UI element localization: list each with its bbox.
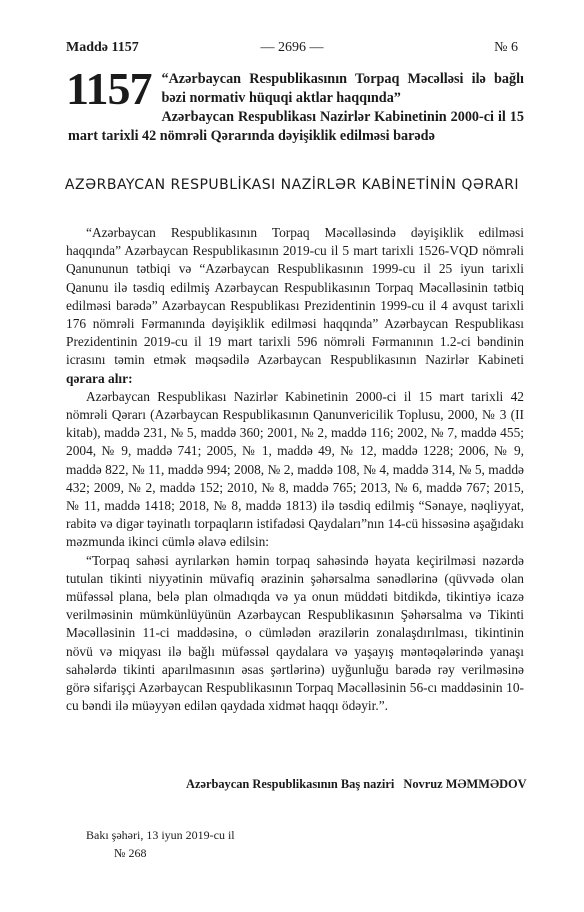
act-title-block bbox=[66, 63, 524, 146]
place-date: Bakı şəhəri, 13 iyun 2019-cu il bbox=[86, 828, 235, 842]
act-number: 1157 bbox=[66, 63, 152, 114]
inserted-sentence-paragraph: “Torpaq sahəsi ayrılarkən həmin torpaq sahəsində həyata keçirilməsi nəzərdə tutulan tikinti niyyətinin müvafiq ərazinin şəhərsalma sənədlərinə (qüvvədə olan müfəssəl plana, belə plan olmadıqda və ya onun müddəti bitdikdə, tikintiyə icazə verilməsinin mümkünlüyünün Azərbaycan Respublikasının Şəhərsalma və Tikinti Məcəlləsinin 11-ci maddəsinə, o cümlədən ərazilərin zonalaşdırılması, tikintinin növü və miqyası ilə bağlı müfəssəl qaydalara və yaşayış məntəqələrində yanaşı sahələrdə tikinti aparılmasının əsas şərtlərinə) uyğunluğu barədə rəy verilməsinə görə sifarişçi Azərbaycan Respublikasının Torpaq Məcəlləsinin 56-cı maddəsinin 10-cu bəndi ilə müəyyən edilən qaydada xidmət haqqı ödəyir.”. bbox=[66, 552, 524, 714]
act-title-line1: “Azərbaycan Respublikasının Torpaq Məcəlləsi ilə bağlı bəzi normativ hüquqi aktlar haqqında” bbox=[161, 71, 524, 106]
signatory-title: Azərbaycan Respublikasının Baş naziri bbox=[186, 777, 395, 791]
issue-number: № 6 bbox=[494, 40, 518, 55]
article-label: Maddə 1157 bbox=[66, 40, 139, 55]
amendment-paragraph: Azərbaycan Respublikası Nazirlər Kabinetinin 2000-ci il 15 mart tarixli 42 nömrəli Qərarı (Azərbaycan Respublikasının Qanunvericilik Toplusu, 2000, № 3 (II kitab), maddə 231, № 5, maddə 360; 2001, № 2, maddə 116; 2002, № 7, maddə 455; 2004, № 9, maddə 741; 2005, № 1, maddə 49, № 12, maddə 1228; 2006, № 9, maddə 822, № 11, maddə 994; 2008, № 2, maddə 108, № 4, maddə 314, № 5, maddə 432; 2009, № 2, maddə 152; 2010, № 8, maddə 765; 2013, № 6, maddə 767; 2015, № 11, maddə 1418; 2018, № 8, maddə 1813) ilə təsdiq edilmiş “Sənaye, nəqliyyat, rabitə və digər təyinatlı torpaqların istifadəsi Qaydaları”nın 14-cü hissəsinə aşağıdakı məzmunda ikinci cümlə əlavə edilsin: bbox=[66, 388, 524, 550]
preamble-text: “Azərbaycan Respublikasının Torpaq Məcəlləsində dəyişiklik edilməsi haqqında” Azərbaycan Respublikasının 2019-cu il 5 mart tarixli 1526-VQD nömrəli Qanununun tətbiqi və “Azərbaycan Respublikasının 1999-cu il 25 iyun tarixli Qanunu ilə təsdiq edilmiş Azərbaycan Respublikasının Torpaq Məcəlləsinin tətbiq edilməsi barədə” Azərbaycan Respublikası Prezidentinin 1999-cu il 4 avqust tarixli 176 nömrəli Fərmanında dəyişiklik edilməsi haqqında” Azərbaycan Respublikası Prezidentinin 2019-cu il 19 mart tarixli 596 nömrəli Fərmanının 1.2-ci bəndinin icrasını təmin etmək məqsədilə Azərbaycan Respublikasının Nazirlər Kabineti bbox=[66, 225, 524, 368]
preamble-paragraph bbox=[66, 224, 524, 388]
resolves-phrase: qərara alır: bbox=[66, 370, 133, 386]
running-header bbox=[66, 40, 518, 58]
resolution-body bbox=[66, 224, 524, 715]
signature-line bbox=[186, 777, 526, 792]
page-number: — 2696 — bbox=[260, 40, 324, 55]
act-title-line2: Azərbaycan Respublikası Nazirlər Kabinetinin 2000-ci il 15 mart tarixli 42 nömrəli Qərarında dəyişiklik edilməsi barədə bbox=[68, 109, 524, 144]
signatory-name: Novruz MƏMMƏDOV bbox=[403, 777, 527, 791]
issuer-heading: AZƏRBAYCAN RESPUBLİKASI NAZİRLƏR KABİNETİNİN QƏRARI bbox=[64, 177, 520, 193]
place-date-block bbox=[86, 826, 235, 862]
decision-number: № 268 bbox=[114, 846, 147, 860]
